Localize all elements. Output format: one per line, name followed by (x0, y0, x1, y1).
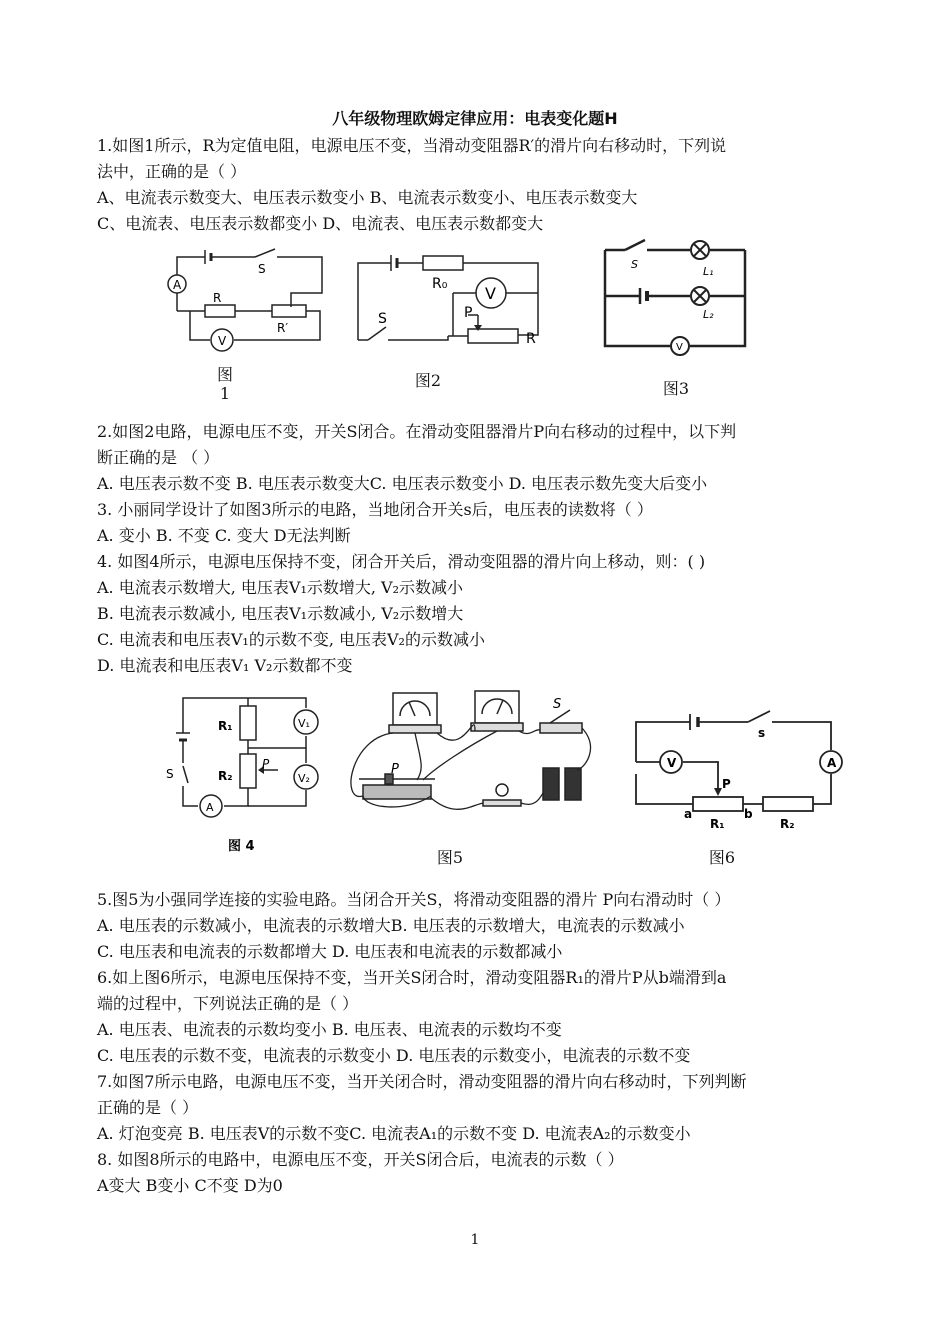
r1-label: R₁ (710, 817, 725, 831)
ammeter-label: A (206, 801, 214, 814)
q7-line-2: 正确的是（ ） (97, 1098, 199, 1117)
q2-line-2: 断正确的是 （ ） (97, 448, 220, 467)
figure-4-caption: 图 4 (228, 839, 255, 854)
q8-options: A变大 B变小 C不变 D为0 (97, 1176, 283, 1195)
v1-label: V₁ (298, 717, 310, 730)
figure-6-caption: 图6 (708, 848, 736, 867)
q3-options: A. 变小 B. 不变 C. 变大 D无法判断 (97, 526, 351, 545)
q6-option-ab: A. 电压表、电流表的示数均变小 B. 电压表、电流表的示数均不变 (97, 1020, 562, 1039)
q3-line-1: 3. 小丽同学设计了如图3所示的电路，当地闭合开关s后，电压表的读数将（ ） (97, 500, 653, 519)
q7-options: A. 灯泡变亮 B. 电压表V的示数不变C. 电流表A₁的示数不变 D. 电流表A₂的示数变小 (97, 1124, 691, 1143)
r2-label: R₂ (780, 817, 795, 831)
q6-option-cd: C. 电压表的示数不变，电流表的示数变小 D. 电压表的示数变小，电流表的示数不变 (97, 1046, 691, 1065)
slider-p-label: P (262, 757, 270, 771)
voltmeter-label: V (667, 756, 677, 770)
r2-label: R₂ (218, 769, 233, 783)
q1-line-2: 法中，正确的是（ ） (97, 162, 247, 181)
slider-p-label: P (722, 777, 731, 791)
q4-option-c: C. 电流表和电压表V₁的示数不变, 电压表V₂的示数减小 (97, 630, 485, 649)
lamp-l2-label: L₂ (703, 308, 714, 321)
figure-3-caption: 图3 (662, 379, 690, 398)
v2-label: V₂ (298, 772, 310, 785)
figure-4-circuit (158, 688, 328, 862)
q5-option-cd: C. 电压表和电流表的示数都增大 D. 电压表和电流表的示数都减小 (97, 942, 563, 961)
switch-s-label: S (166, 767, 174, 781)
q8-line-1: 8. 如图8所示的电路中，电源电压不变，开关S闭合后，电流表的示数（ ） (97, 1150, 624, 1169)
q5-line-1: 5.图5为小强同学连接的实验电路。当闭合开关S，将滑动变阻器的滑片 P向右滑动时（ ） (97, 890, 731, 909)
q2-line-1: 2.如图2电路，电源电压不变，开关S闭合。在滑动变阻器滑片P向右移动的过程中，以下判 (97, 422, 737, 441)
voltmeter-v-label: V (218, 334, 227, 348)
r0-label: R₀ (432, 276, 448, 292)
switch-s-label: S (553, 697, 562, 712)
page-number: 1 (470, 1232, 480, 1248)
q4-option-d: D. 电流表和电压表V₁ V₂示数都不变 (97, 656, 353, 675)
r-label: R (526, 331, 536, 347)
q5-option-ab: A. 电压表的示数减小，电流表的示数增大B. 电压表的示数增大，电流表的示数减小 (97, 916, 685, 935)
q4-line-1: 4. 如图4所示，电源电压保持不变，闭合开关后，滑动变阻器的滑片向上移动，则：( ) (97, 552, 706, 571)
figure-1-caption-a: 图 (216, 365, 233, 384)
figure-1-caption-b: 1 (219, 384, 231, 403)
switch-s-label: S (258, 262, 266, 276)
slider-p-label: P (464, 305, 473, 321)
q1-line-1: 1.如图1所示，R为定值电阻，电源电压不变，当滑动变阻器R′的滑片向右移动时，下列说 (97, 136, 727, 155)
ammeter-label: A (827, 756, 837, 770)
end-a-label: a (684, 807, 693, 821)
q4-option-b: B. 电流表示数减小, 电压表V₁示数减小, V₂示数增大 (97, 604, 464, 623)
voltmeter-label: V (676, 342, 683, 353)
q6-line-2: 端的过程中，下列说法正确的是（ ） (97, 994, 359, 1013)
switch-s-label: S (631, 258, 638, 271)
q6-line-1: 6.如上图6所示，电源电压保持不变，当开关S闭合时，滑动变阻器R₁的滑片P从b端滑到a (97, 968, 727, 987)
page-title: 八年级物理欧姆定律应用：电表变化题H (332, 109, 618, 128)
figure-1-circuit (160, 245, 335, 364)
rheostat-rp-label: R′ (277, 321, 289, 335)
q2-options: A. 电压表示数不变 B. 电压表示数变大C. 电压表示数变小 D. 电压表示数先变大后变小 (97, 474, 708, 493)
r1-label: R₁ (218, 719, 233, 733)
voltmeter-label: V (485, 284, 496, 303)
switch-s-label: s (758, 726, 766, 740)
q1-option-cd: C、电流表、电压表示数都变小 D、电流表、电压表示数都变大 (97, 214, 544, 233)
end-b-label: b (744, 807, 753, 821)
q7-line-1: 7.如图7所示电路，电源电压不变，当开关闭合时，滑动变阻器的滑片向右移动时，下列判断 (97, 1072, 747, 1091)
resistor-r-label: R (213, 291, 222, 305)
q1-option-ab: A、电流表示数变大、电压表示数变小 B、电流表示数变小、电压表示数变大 (97, 188, 638, 207)
ammeter-a-label: A (173, 278, 182, 292)
figure-6-circuit (628, 702, 858, 846)
figure-3-circuit (595, 238, 755, 362)
figure-2-caption: 图2 (414, 371, 442, 390)
q4-option-a: A. 电流表示数增大, 电压表V₁示数增大, V₂示数减小 (97, 578, 464, 597)
lamp-l1-label: L₁ (703, 265, 714, 278)
figure-5-caption: 图5 (436, 848, 464, 867)
figure-5-apparatus (345, 688, 605, 842)
slider-p-label: P (391, 762, 399, 777)
figure-2-circuit (348, 245, 548, 359)
switch-s-label: S (378, 311, 387, 327)
